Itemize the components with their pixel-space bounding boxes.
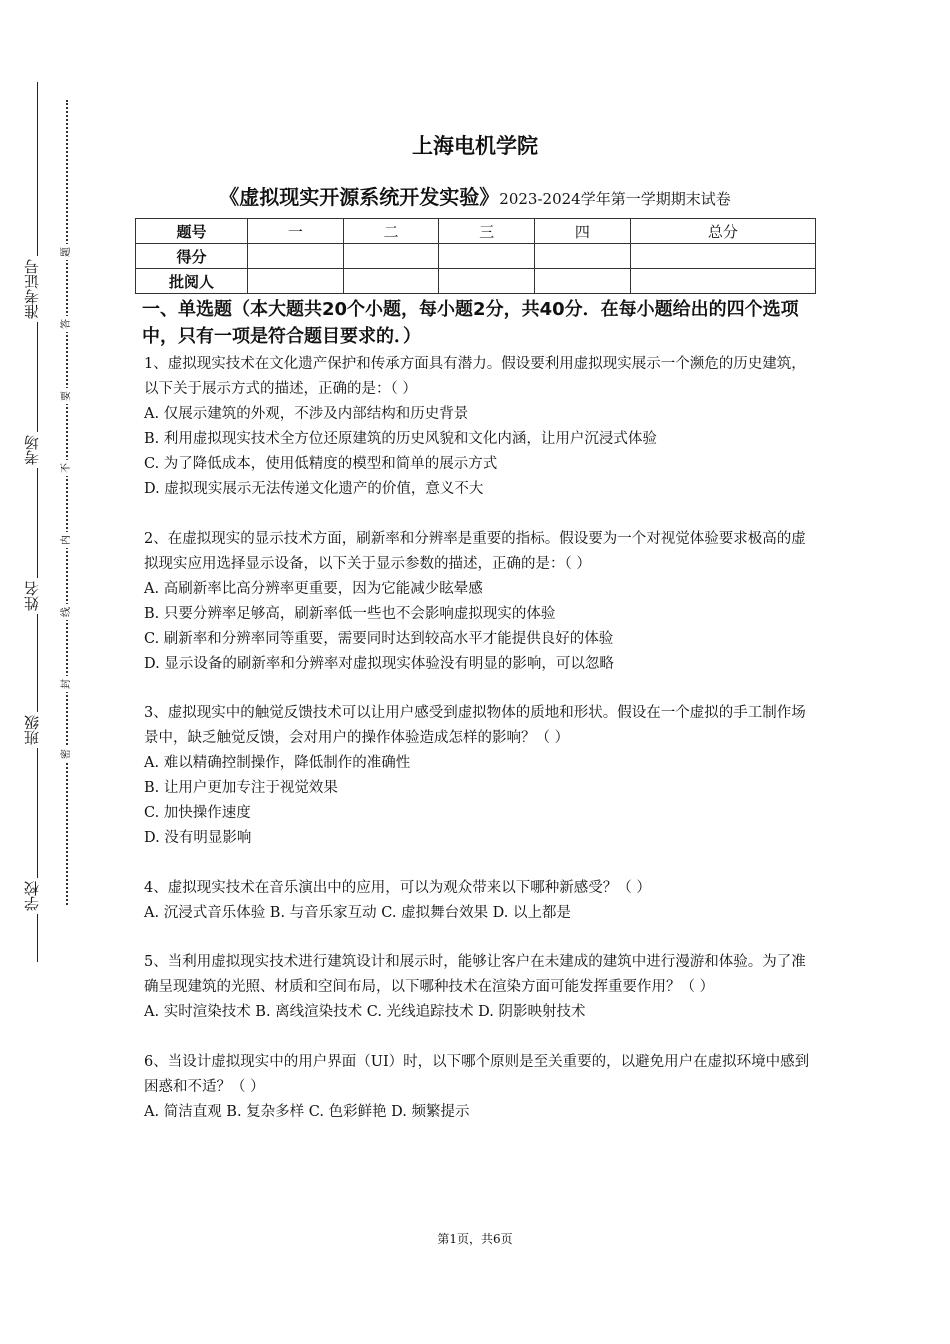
option-c: C. 加快操作速度 bbox=[144, 805, 251, 821]
question-stem: 3、虚拟现实中的触觉反馈技术可以让用户感受到虚拟物体的质地和形状。假设在一个虚拟的手工制作场景中，缺乏触觉反馈，会对用户的操作体验造成怎样的影响？（ ） bbox=[144, 705, 806, 746]
score-table-row bbox=[136, 244, 816, 269]
score-cell bbox=[439, 269, 535, 294]
section-title: 一、单选题（本大题共20个小题，每小题2分，共40分．在每小题给出的四个选项中，只有一项是符合题目要求的．） bbox=[142, 299, 799, 347]
option-d: D. 显示设备的刷新率和分辨率对虚拟现实体验没有明显的影响，可以忽略 bbox=[144, 655, 614, 672]
question-3 bbox=[144, 701, 814, 851]
question-stem: 5、当利用虚拟现实技术进行建筑设计和展示时，能够让客户在未建成的建筑中进行漫游和体验。为了准确呈现建筑的光照、材质和空间布局，以下哪种技术在渲染方面可能发挥重要作用？（ ） bbox=[144, 954, 806, 995]
seal-char: 封 bbox=[59, 676, 75, 692]
score-cell bbox=[343, 244, 439, 269]
column-header: 总分 bbox=[630, 219, 815, 244]
option-c: C. 刷新率和分辨率同等重要，需要同时达到较高水平才能提供良好的体验 bbox=[144, 630, 614, 647]
course-title: 《虚拟现实开源系统开发实验》 bbox=[219, 185, 500, 209]
exam-id-label: 准考证号 bbox=[20, 256, 44, 322]
option-a: A. 难以精确控制操作，降低制作的准确性 bbox=[144, 755, 411, 771]
option-line: A. 简洁直观 B. 复杂多样 C. 色彩鲜艳 D. 频繁提示 bbox=[144, 1103, 470, 1120]
score-table bbox=[135, 218, 816, 294]
score-cell bbox=[630, 269, 815, 294]
option-c: C. 为了降低成本，使用低精度的模型和简单的展示方式 bbox=[144, 456, 498, 472]
question-stem: 2、在虚拟现实的显示技术方面，刷新率和分辨率是重要的指标。假设要为一个对视觉体验要求极高的虚拟现实应用选择显示设备，以下关于显示参数的描述，正确的是：（ ） bbox=[144, 530, 806, 572]
seal-char: 不 bbox=[59, 460, 75, 476]
class-label: 班级 bbox=[20, 712, 44, 748]
option-b: B. 只要分辨率足够高，刷新率低一些也不会影响虚拟现实的体验 bbox=[144, 605, 556, 622]
exam-content bbox=[144, 296, 814, 1149]
option-b: B. 利用虚拟现实技术全方位还原建筑的历史风貌和文化内涵，让用户沉浸式体验 bbox=[144, 431, 657, 447]
seal-dotted-line bbox=[66, 100, 68, 905]
binding-line bbox=[37, 82, 38, 962]
question-5 bbox=[144, 950, 814, 1025]
question-stem: 6、当设计虚拟现实中的用户界面（UI）时，以下哪个原则是至关重要的，以避免用户在虚拟环境中感到困惑和不适？（ ） bbox=[144, 1053, 810, 1095]
column-header: 二 bbox=[343, 219, 439, 244]
option-d: D. 虚拟现实展示无法传递文化遗产的价值，意义不大 bbox=[144, 481, 484, 497]
question-4 bbox=[144, 876, 814, 926]
seal-char: 线 bbox=[59, 604, 75, 620]
score-cell bbox=[535, 269, 631, 294]
column-header: 三 bbox=[439, 219, 535, 244]
name-label: 姓名 bbox=[20, 578, 44, 614]
exam-room-label: 考场 bbox=[20, 432, 44, 468]
question-stem: 4、虚拟现实技术在音乐演出中的应用，可以为观众带来以下哪种新感受？（ ） bbox=[144, 879, 651, 896]
row-header: 题号 bbox=[136, 219, 248, 244]
option-line: A. 沉浸式音乐体验 B. 与音乐家互动 C. 虚拟舞台效果 D. 以上都是 bbox=[144, 904, 572, 921]
question-stem: 1、虚拟现实技术在文化遗产保护和传承方面具有潜力。假设要利用虚拟现实展示一个濒危的历史建筑，以下关于展示方式的描述，正确的是：（ ） bbox=[144, 356, 806, 397]
question-1 bbox=[144, 352, 814, 502]
question-2 bbox=[144, 527, 814, 677]
option-b: B. 让用户更加专注于视觉效果 bbox=[144, 780, 338, 796]
exam-subtitle bbox=[0, 181, 950, 210]
seal-char: 题 bbox=[59, 244, 75, 260]
question-6 bbox=[144, 1050, 814, 1125]
option-line: A. 实时渲染技术 B. 离线渲染技术 C. 光线追踪技术 D. 阴影映射技术 bbox=[144, 1004, 586, 1020]
score-table-row bbox=[136, 219, 816, 244]
option-d: D. 没有明显影响 bbox=[144, 830, 252, 846]
seal-char: 要 bbox=[59, 388, 75, 404]
row-header: 得分 bbox=[136, 244, 248, 269]
score-cell bbox=[535, 244, 631, 269]
seal-char: 内 bbox=[59, 532, 75, 548]
score-cell bbox=[439, 244, 535, 269]
term-label: 2023-2024学年第一学期期末试卷 bbox=[499, 190, 731, 208]
score-cell bbox=[343, 269, 439, 294]
column-header: 一 bbox=[248, 219, 344, 244]
seal-char: 答 bbox=[59, 316, 75, 332]
score-cell bbox=[248, 269, 344, 294]
option-a: A. 仅展示建筑的外观，不涉及内部结构和历史背景 bbox=[144, 406, 469, 422]
school-title: 上海电机学院 bbox=[412, 134, 538, 158]
page-number: 第1页，共6页 bbox=[437, 1232, 513, 1246]
column-header: 四 bbox=[535, 219, 631, 244]
score-table-row bbox=[136, 269, 816, 294]
option-a: A. 高刷新率比高分辨率更重要，因为它能减少眩晕感 bbox=[144, 580, 483, 597]
score-cell bbox=[630, 244, 815, 269]
row-header: 批阅人 bbox=[136, 269, 248, 294]
score-cell bbox=[248, 244, 344, 269]
seal-char: 密 bbox=[59, 746, 75, 762]
school-label: 学校 bbox=[20, 878, 44, 914]
